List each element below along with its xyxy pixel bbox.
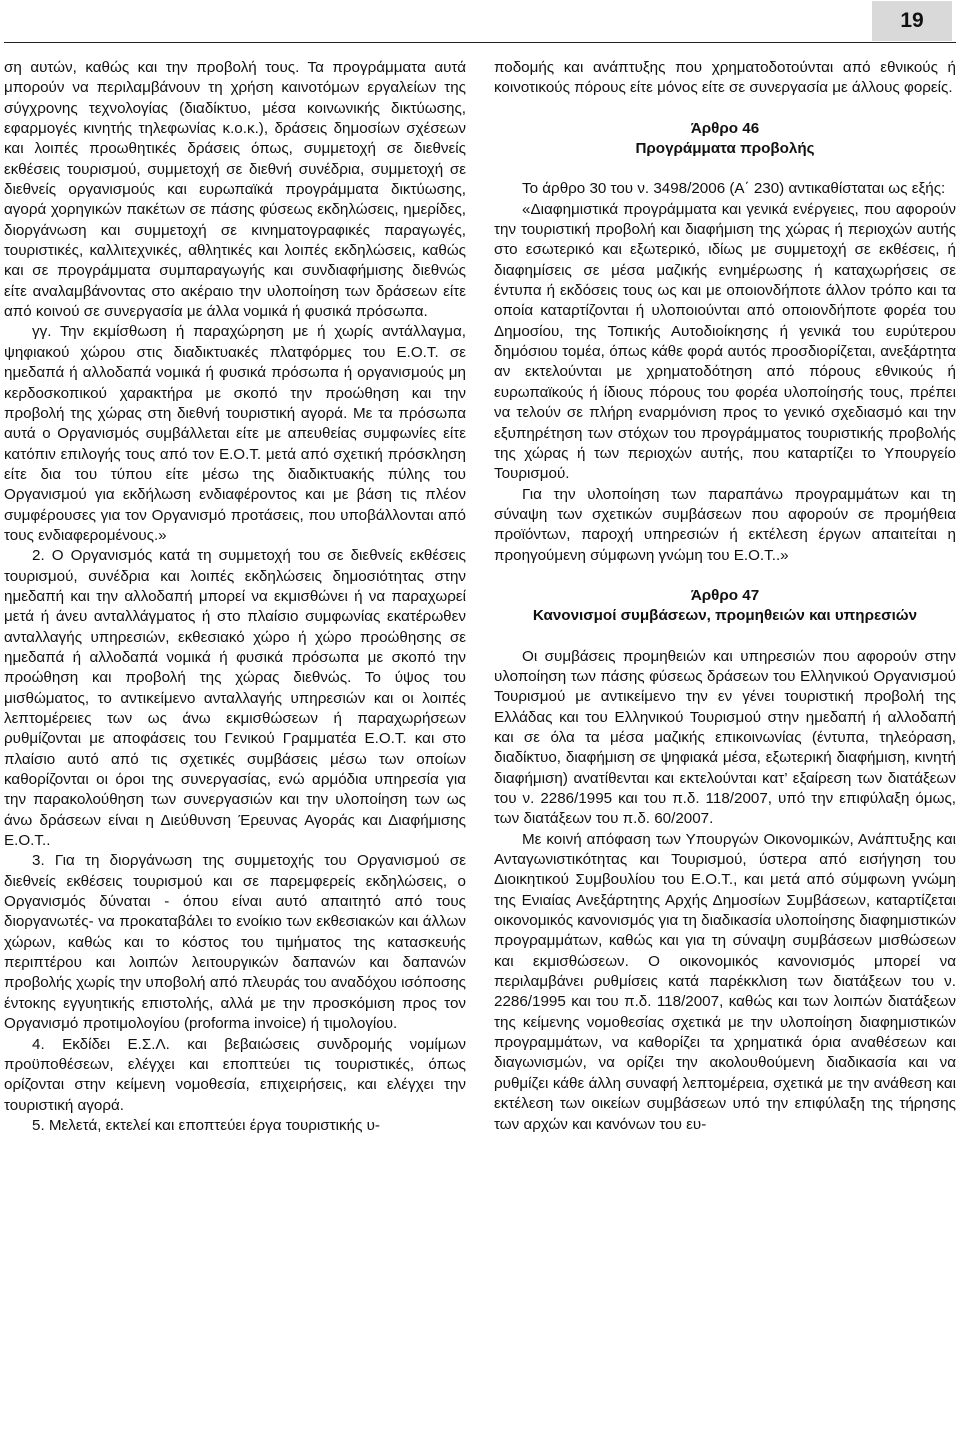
left-column [4,58,466,1136]
page-header [0,0,960,46]
paragraph: ποδομής και ανάπτυξης που χρηματοδοτούνται από εθνικούς ή κοινοτικούς πόρους είτε μόνος είτε σε συνεργασία με άλλους φορείς. [494,59,956,97]
paragraph: 3. Για τη διοργάνωση της συμμετοχής του Οργανισμού σε διεθνείς εκθέσεις τουρισμού και σε παρεμφερείς εκδηλώσεις, ο Οργανισμός δύναται - όπου είναι αυτό απαιτητό από τους διοργανωτές- να προκαταβάλει το ενοίκιο των εκθεσιακών και άλλων χώρων, καθώς και το κόστος του τιμήματος της κατασκευής περιπτέρου και λοιπών λειτουργικών δαπανών και δαπανών προβολής χωρίς την υποβολή από πλευράς του αναδόχου ισόποσης έντοκης εγγυητικής επιστολής, αλλά με την προσκόμιση προς τον Οργανισμό προτιμολογίου (proforma invoice) ή τιμολογίου. [4,852,466,1033]
spacer [494,566,956,586]
article-heading: Κανονισμοί συμβάσεων, προμηθειών και υπηρεσιών [532,607,918,625]
header-rule [4,42,956,43]
paragraph: Με κοινή απόφαση των Υπουργών Οικονομικών, Ανάπτυξης και Ανταγωνιστικότητας και Τουρισμού, ύστερα από εισήγηση του Διοικητικού Συμβουλίου του Ε.Ο.Τ., και μετά από σύμφωνη γνώμη της Ενιαίας Ανεξάρτητης Αρχής Δημοσίων Συμβάσεων, καταρτίζεται οικονομικός κανονισμός για τη διαδικασία υλοποίησης διαφημιστικών προγραμμάτων, καθώς και για τη σύναψη συμβάσεων μισθώσεων και εκμισθώσεων. Ο οικονομικός κανονισμός μπορεί να περιλαμβάνει ρυθμίσεις κατά παρέκκλιση των διατάξεων του ν. 2286/1995 και του π.δ. 118/2007, καθώς και των λοιπών διατάξεων της κείμενης νομοθεσίας σχετικά με την υλοποίηση διαφημιστικών προγραμμάτων, να καθορίζει τα χρηματικά όρια αναθέσεων και διαγωνισμών, να ορίζει την ακολουθούμενη διαδικασία και να ρυθμίζει κάθε άλλη συναφή λεπτομέρεια, σχετικά με την ανάθεση και εκτέλεση των οικείων συμβάσεων υπό την επιφύλαξη της τήρησης των αρχών και κανόνων του ευ- [494,830,956,1133]
spacer [494,99,956,119]
page-number: 19 [872,1,952,41]
paragraph: «Διαφημιστικά προγράμματα και γενικά ενέργειες, που αφορούν την τουριστική προβολή και διαφήμιση της χώρας ή περιοχών αυτής στο εσωτερικό και εξωτερικό, ιδίως με συμμετοχή σε εκθέσεις, ή διαφημίσεις σε μέσα μαζικής ενημέρωσης ή καταχωρήσεις σε έντυπα ή εκδόσεις τους ως και με οποιονδήποτε άλλον τρόπο και τα οποία καταρτίζονται ή υλοποιούνται από οποιονδήποτε φορέα του Δημοσίου, της Τοπικής Αυτοδιοίκησης ή γενικά του ευρύτερου δημόσιου τομέα, όπως κάθε φορά αυτός προσδιορίζεται, ανεξάρτητα αν εκτελούνται με χρηματοδότηση από πόρους εθνικούς ή ευρωπαϊκούς ή ίδιους πόρους του φορέα υλοποίησής τους, πρέπει να τελούν σε πλήρη εναρμόνιση προς το γενικό σχεδιασμό και την εξυπηρέτηση των στόχων του προγράμματος τουριστικής προβολής της χώρας ή των περιοχών αυτής, που καταρτίζει το Υπουργείο Τουρισμού. [494,200,956,483]
paragraph: ση αυτών, καθώς και την προβολή τους. Τα προγράμματα αυτά μπορούν να περιλαμβάνουν τη χρήση καινοτόμων εργαλείων της σύγχρονης τεχνολογίας (διαδίκτυο, μέσα κοινωνικής δικτύωσης, εφαρμογές κινητής τηλεφωνίας κ.ο.κ.), δράσεις δημοσίων σχέσεων και λοιπές προωθητικές δράσεις όπως, συμμετοχή σε διεθνείς εκθέσεις τουρισμού, συμμετοχή σε διεθνή συνέδρια, συμμετοχή σε διεθνείς οργανισμούς και ευρωπαϊκά προγράμματα δικτύωσης, αγορά χορηγικών πακέτων σε πάσης φύσεως εκδηλώσεις, ημερίδες, διοργάνωση και συμμετοχή σε κινηματογραφικές παραγωγές, τουριστικές, καλλιτεχνικές, αθλητικές και λοιπές εκδηλώσεις, καθώς και σε προγράμματα συμπαραγωγής και συνδιαφήμισης διεθνώς είτε αναλαμβάνοντας στο ακέραιο την υλοποίηση των δράσεων είτε από κοινού σε συνεργασία με άλλα νομικά ή φυσικά πρόσωπα. [4,59,466,321]
paragraph: 5. Μελετά, εκτελεί και εποπτεύει έργα τουριστικής υ- [32,1116,380,1134]
right-column [494,58,956,1135]
paragraph: Το άρθρο 30 του ν. 3498/2006 (Α΄ 230) αντικαθίσταται ως εξής: [522,180,946,198]
paragraph: 2. Ο Οργανισμός κατά τη συμμετοχή του σε διεθνείς εκθέσεις τουρισμού, συνέδρια και λοιπές εκδηλώσεις δημοσιότητας στην ημεδαπή και την αλλοδαπή μπορεί να εκμισθώνει ή να παραχωρεί μετά ή άνευ ανταλλάγματος ή στο πλαίσιο συμφωνίας εκατέρωθεν ανταλλαγής υπηρεσιών, εκθεσιακό χώρο ή χώρο προώθησης σε ημεδαπά ή αλλοδαπά νομικά ή φυσικά πρόσωπα με σκοπό την προώθηση και προβολή της χώρας διεθνώς. Το ύψος του μισθώματος, το αντικείμενο ανταλλαγής υπηρεσιών και οι λοιπές λεπτομέρειες των ως άνω εκμισθώσεων ή παραχωρήσεων ρυθμίζονται με αποφάσεις του Γενικού Γραμματέα Ε.Ο.Τ. και στο πλαίσιο αυτό από τις σχετικές συμβάσεις μέσω των οποίων καθορίζονται οι όροι της συνεργασίας, ενώ αρμόδια υπηρεσία για την παρακολούθηση των συνεργασιών και την υλοποίηση των ως άνω δράσεων είναι η Διεύθυνση Έρευνας Αγοράς και Διαφήμισης Ε.Ο.Τ.. [4,547,466,850]
paragraph: Για την υλοποίηση των παραπάνω προγραμμάτων και τη σύναψη των σχετικών συμβάσεων που αφορούν σε προμήθεια προϊόντων, παροχή υπηρεσιών ή εκτέλεση έργων απαιτείται η προηγούμενη σύμφωνη γνώμη του Ε.Ο.Τ..» [494,485,956,564]
paragraph: γγ. Την εκμίσθωση ή παραχώρηση με ή χωρίς αντάλλαγμα, ψηφιακού χώρου στις διαδικτυακές πλατφόρμες του Ε.Ο.Τ. σε ημεδαπά ή αλλοδαπά νομικά ή φυσικά πρόσωπα ή οργανισμούς μη κερδοσκοπικού χαρακτήρα με σκοπό την προώθηση και την προβολή της χώρας στη διεθνή τουριστική αγορά. Με τα πρόσωπα αυτά ο Οργανισμός συμβάλλεται είτε με απευθείας συμφωνίες είτε κατόπιν επιλογής τους από τον Ε.Ο.Τ. μετά από σχετική πρόσκληση είτε δια του τύπου είτε μέσω της διαδικτυακής πύλης του Οργανισμού για εκδήλωση ενδιαφέροντος και με βάση τις πλέον συμφέρουσες για τον Οργανισμό προτάσεις, που υποβάλλονται από τους ενδιαφερομένους.» [4,323,466,544]
article-heading: Άρθρο 47 [690,586,760,604]
article-heading: Προγράμματα προβολής [635,140,815,158]
spacer [494,627,956,647]
article-heading: Άρθρο 46 [690,119,760,137]
paragraph: Οι συμβάσεις προμηθειών και υπηρεσιών που αφορούν στην υλοποίηση των πάσης φύσεως δράσεων του Ελληνικού Οργανισμού Τουρισμού με αντικείμενο την εν γένει τουριστική προβολή της Ελλάδας και του Ελληνικού Τουρισμού στην ημεδαπή ή αλλοδαπή και σε όλα τα μέσα μαζικής επικοινωνίας (έντυπα, τηλεόραση, διαδίκτυο, διαφήμιση σε ψηφιακά μέσα, εξωτερική διαφήμιση, κινητή διαφήμιση) ανατίθενται και εκτελούνται κατ’ εξαίρεση των διατάξεων του ν. 2286/1995 και του π.δ. 118/2007, υπό την επιφύλαξη όμως, των διατάξεων του π.δ. 60/2007. [494,647,956,828]
paragraph: 4. Εκδίδει Ε.Σ.Λ. και βεβαιώσεις συνδρομής νομίμων προϋποθέσεων, ελέγχει και εποπτεύει τις τουριστικές, όπως ορίζονται στην κείμενη νομοθεσία, επιχειρήσεις, και ελέγχει την τουριστική αγορά. [4,1035,466,1114]
spacer [494,159,956,179]
